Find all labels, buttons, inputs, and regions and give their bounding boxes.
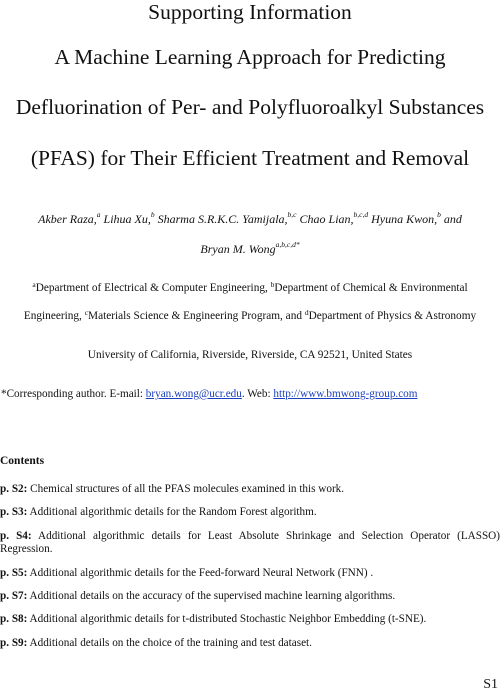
- toc-item: [0, 506, 500, 519]
- title-line-1: A Machine Learning Approach for Predicting: [54, 45, 446, 69]
- author-name: Lihua Xu,: [100, 212, 151, 226]
- title-line-2: Defluorination of Per- and Polyfluoroalkyl Substances: [15, 95, 485, 119]
- toc-text: Additional algorithmic details for t-distributed Stochastic Neighbor Embedding (t-SNE).: [27, 613, 427, 625]
- toc-page-ref: p. S2:: [0, 483, 28, 495]
- affiliation-line-2: [0, 310, 500, 322]
- toc-item: [0, 567, 500, 580]
- author-conjunction: and: [440, 212, 462, 226]
- toc-page-ref: p. S5:: [0, 567, 28, 579]
- toc-page-ref: p. S7:: [0, 590, 28, 602]
- affiliation-text: Engineering,: [23, 310, 85, 322]
- author-affiliation-sup: b,c: [287, 210, 297, 219]
- author-affiliation-sup: b,c,d: [353, 210, 369, 219]
- toc-item: [0, 483, 500, 496]
- supporting-information-label: Supporting Information: [148, 0, 352, 24]
- page-number: S1: [483, 677, 498, 692]
- toc-text: Additional details on the choice of the training and test dataset.: [27, 637, 312, 649]
- toc-page-ref: p. S9:: [0, 637, 28, 649]
- university-address: University of California, Riverside, Riverside, CA 92521, United States: [87, 349, 413, 361]
- toc-page-ref: p. S4:: [0, 530, 32, 542]
- toc-page-ref: p. S8:: [0, 613, 28, 625]
- author-name: Hyuna Kwon,: [368, 212, 438, 226]
- corresponding-author: [1, 388, 417, 400]
- title-line-3: (PFAS) for Their Efficient Treatment and Removal: [30, 146, 470, 170]
- affiliation-line-1: [0, 282, 500, 294]
- author-name: Bryan M. Wong: [200, 242, 276, 256]
- contents-heading: Contents: [0, 455, 45, 467]
- author-list: [0, 212, 500, 227]
- toc-item: [0, 613, 500, 626]
- affiliation-sup: a: [32, 280, 36, 289]
- affiliation-text: Materials Science & Engineering Program, and: [88, 310, 305, 322]
- toc-item: [0, 637, 500, 650]
- corresponding-label: *Corresponding author. E-mail:: [1, 388, 146, 400]
- author-affiliation-sup: a,b,c,d*: [275, 240, 300, 249]
- toc-text: Additional algorithmic details for Least Absolute Shrinkage and Selection Operator (LASSO): [31, 530, 500, 542]
- affiliation-sup: c: [84, 308, 89, 317]
- toc-item: [0, 590, 500, 603]
- author-affiliation-sup: b: [437, 210, 441, 219]
- web-label: . Web:: [241, 388, 274, 400]
- author-affiliation-sup: b: [150, 210, 155, 219]
- affiliation-sup: b: [270, 280, 275, 289]
- toc-text: Additional details on the accuracy of the supervised machine learning algorithms.: [27, 590, 396, 602]
- affiliation-sup: d: [304, 308, 309, 317]
- toc-page-ref: p. S3:: [0, 506, 28, 518]
- toc-item: [0, 530, 500, 543]
- toc-text: Chemical structures of all the PFAS molecules examined in this work.: [27, 483, 345, 495]
- author-name: Chao Lian,: [296, 212, 354, 226]
- affiliation-text: Department of Chemical & Environmental: [274, 282, 468, 294]
- affiliation-text: Department of Physics & Astronomy: [308, 310, 477, 322]
- toc-text: Additional algorithmic details for the Random Forest algorithm.: [27, 506, 317, 518]
- author-name: Sharma S.R.K.C. Yamijala,: [154, 212, 288, 226]
- email-link[interactable]: bryan.wong@ucr.edu: [145, 388, 242, 400]
- author-name: Akber Raza,: [38, 212, 97, 226]
- author-affiliation-sup: a: [96, 210, 101, 219]
- author-list-line-2: [0, 242, 500, 257]
- toc-item-continuation: Regression.: [0, 543, 53, 555]
- website-link[interactable]: http://www.bmwong-group.com: [273, 388, 418, 400]
- toc-text: Additional algorithmic details for the Feed-forward Neural Network (FNN) .: [27, 567, 374, 579]
- affiliation-text: Department of Electrical & Computer Engineering,: [35, 282, 271, 294]
